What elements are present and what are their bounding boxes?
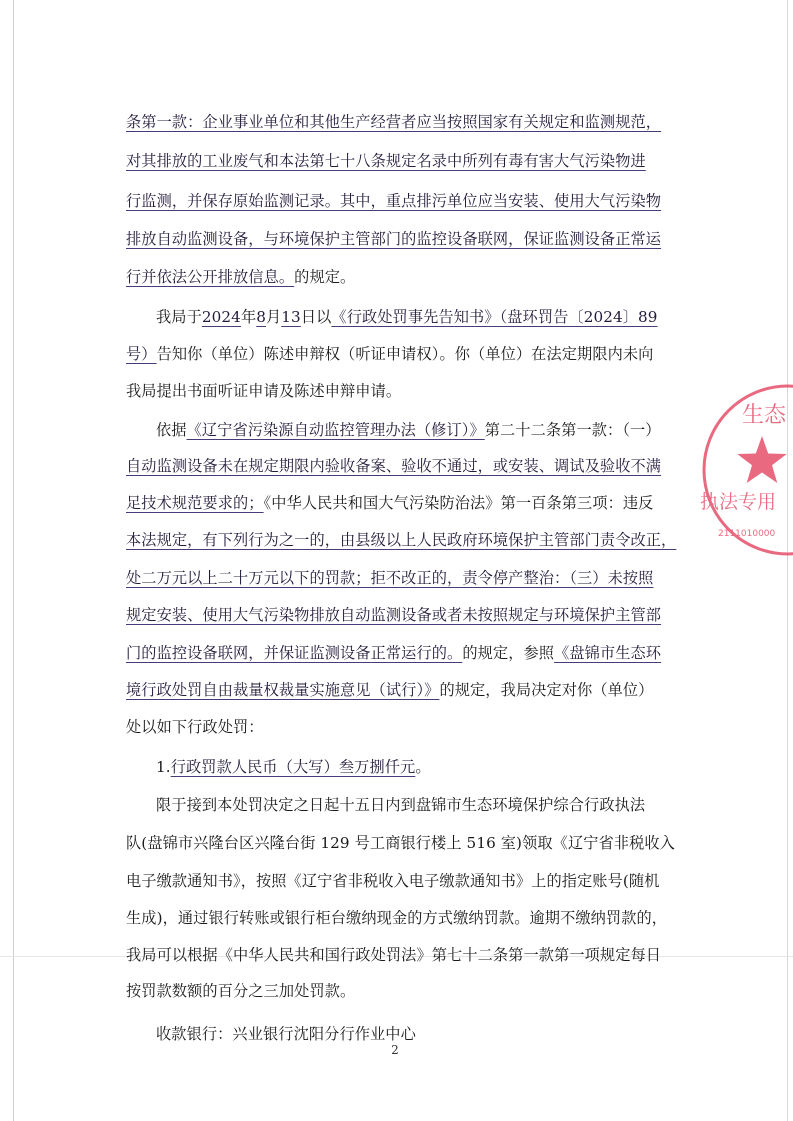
text-line xyxy=(126,186,686,216)
text-line xyxy=(156,415,686,445)
text-run: 1. xyxy=(156,758,171,776)
text-line xyxy=(126,940,686,970)
text-line xyxy=(126,488,686,518)
underlined-text-run: 境行政处罚自由裁量权裁量实施意见（试行）》 xyxy=(126,681,440,699)
text-line xyxy=(126,451,686,481)
text-line xyxy=(126,976,686,1006)
text-run: 处以如下行政处罚： xyxy=(126,718,264,736)
underlined-text-run: 自动监测设备未在规定期限内验收备案、验收不通过，或安装、调试及验收不满 xyxy=(126,457,662,475)
underlined-text-run: 本法规定，有下列行为之一的，由县级以上人民政府环境保护主管部门责令改正， xyxy=(126,531,677,549)
underlined-text-run: 行政罚款人民币（大写）叁万捌仟元 xyxy=(170,758,416,776)
seal-arc-text: 生态 xyxy=(742,403,787,428)
text-run: 限于接到本处罚决定之日起十五日内到盘锦市生态环境保护综合行政执法 xyxy=(156,796,646,814)
text-run: 的规定，我局决定对你（单位） xyxy=(439,681,654,699)
underlined-text-run: 处二万元以上二十万元以下的罚款；拒不改正的，责令停产整治：（三）未按照 xyxy=(126,569,654,587)
underlined-text-run: 对其排放的工业废气和本法第七十八条规定名录中所列有毒有害大气污染物进 xyxy=(126,152,646,170)
text-line xyxy=(126,262,686,292)
text-line xyxy=(126,339,686,369)
seal-star-icon xyxy=(737,436,786,483)
text-line xyxy=(156,752,686,782)
text-line xyxy=(126,600,686,630)
scan-edge-left xyxy=(13,0,14,1121)
text-run: 告知你（单位）陈述申辩权（听证申请权）。你（单位）在法定期限内未向 xyxy=(156,345,654,363)
seal-ring xyxy=(704,386,793,554)
scan-edge-right xyxy=(787,0,788,1121)
text-line xyxy=(126,376,686,406)
text-run: 年 xyxy=(240,308,257,326)
official-seal xyxy=(690,372,793,572)
underlined-text-run: 8 xyxy=(256,308,266,326)
underlined-text-run: 行监测，并保存原始监测记录。其中，重点排污单位应当安装、使用大气污染物 xyxy=(126,192,662,210)
underlined-text-run: 2024 xyxy=(201,308,241,326)
text-line xyxy=(126,712,686,742)
underlined-text-run: 《辽宁省污染源自动监控管理办法（修订）》 xyxy=(186,421,485,439)
page-number: 2 xyxy=(391,1043,399,1057)
text-run: 生成)，通过银行转账或银行柜台缴纳现金的方式缴纳罚款。逾期不缴纳罚款的， xyxy=(126,909,668,927)
text-line xyxy=(156,302,686,332)
text-run: 我局可以根据《中华人民共和国行政处罚法》第七十二条第一款第一项规定每日 xyxy=(126,946,662,964)
text-run: 收款银行：兴业银行沈阳分行作业中心 xyxy=(156,1025,416,1043)
underlined-text-run: 足技术规范要求的； xyxy=(126,494,264,512)
text-line xyxy=(126,866,686,896)
text-run: 我局提出书面听证申请及陈述申辩申请。 xyxy=(126,382,402,400)
underlined-text-run: 号） xyxy=(126,345,157,363)
text-run: 按罚款数额的百分之三加处罚款。 xyxy=(126,982,356,1000)
text-run: 。 xyxy=(415,758,431,776)
text-line xyxy=(126,828,686,858)
text-line xyxy=(126,107,686,137)
underlined-text-run: 门的监控设备联网，并保证监测设备正常运行的。 xyxy=(126,644,463,662)
text-run: 的规定。 xyxy=(294,268,356,286)
underlined-text-run: 条第一款：企业事业单位和其他生产经营者应当按照国家有关规定和监测规范， xyxy=(126,113,662,131)
seal-code: 2111010000 xyxy=(718,529,776,539)
underlined-text-run: 规定安装、使用大气污染物排放自动监测设备或者未按照规定与环境保护主管部 xyxy=(126,606,662,624)
text-line xyxy=(126,563,686,593)
text-line xyxy=(126,224,686,254)
text-line xyxy=(126,525,686,555)
underlined-text-run: 行并依法公开排放信息。 xyxy=(126,268,295,286)
underlined-text-run: 13 xyxy=(281,308,301,326)
seal-bottom-text: 执法专用 xyxy=(700,491,777,513)
underlined-text-run: 《行政处罚事先告知书》（盘环罚告〔2024〕89 xyxy=(331,308,658,326)
text-run: 电子缴款通知书》，按照《辽宁省非税收入电子缴款通知书》上的指定账号(随机 xyxy=(126,872,660,890)
text-run: 月 xyxy=(266,308,282,326)
text-run: 日以 xyxy=(300,308,332,326)
text-run: 第二十二条第一款：（一） xyxy=(484,421,661,439)
text-run: 的规定，参照 xyxy=(462,644,555,662)
text-line xyxy=(126,638,686,668)
text-line xyxy=(156,790,686,820)
text-run: 依据 xyxy=(156,421,187,439)
text-run: 《中华人民共和国大气污染防治法》第一百条第三项：违反 xyxy=(263,494,654,512)
text-run: 队(盘锦市兴隆台区兴隆台街 129 号工商银行楼上 516 室)领取《辽宁省非税收入 xyxy=(126,834,675,852)
text-line xyxy=(126,903,686,933)
text-run: 我局于 xyxy=(156,308,202,326)
underlined-text-run: 《盘锦市生态环 xyxy=(554,644,662,662)
text-line xyxy=(126,675,686,705)
text-line xyxy=(156,1019,686,1049)
underlined-text-run: 排放自动监测设备，与环境保护主管部门的监控设备联网，保证监测设备正常运 xyxy=(126,230,662,248)
text-line xyxy=(126,146,686,176)
